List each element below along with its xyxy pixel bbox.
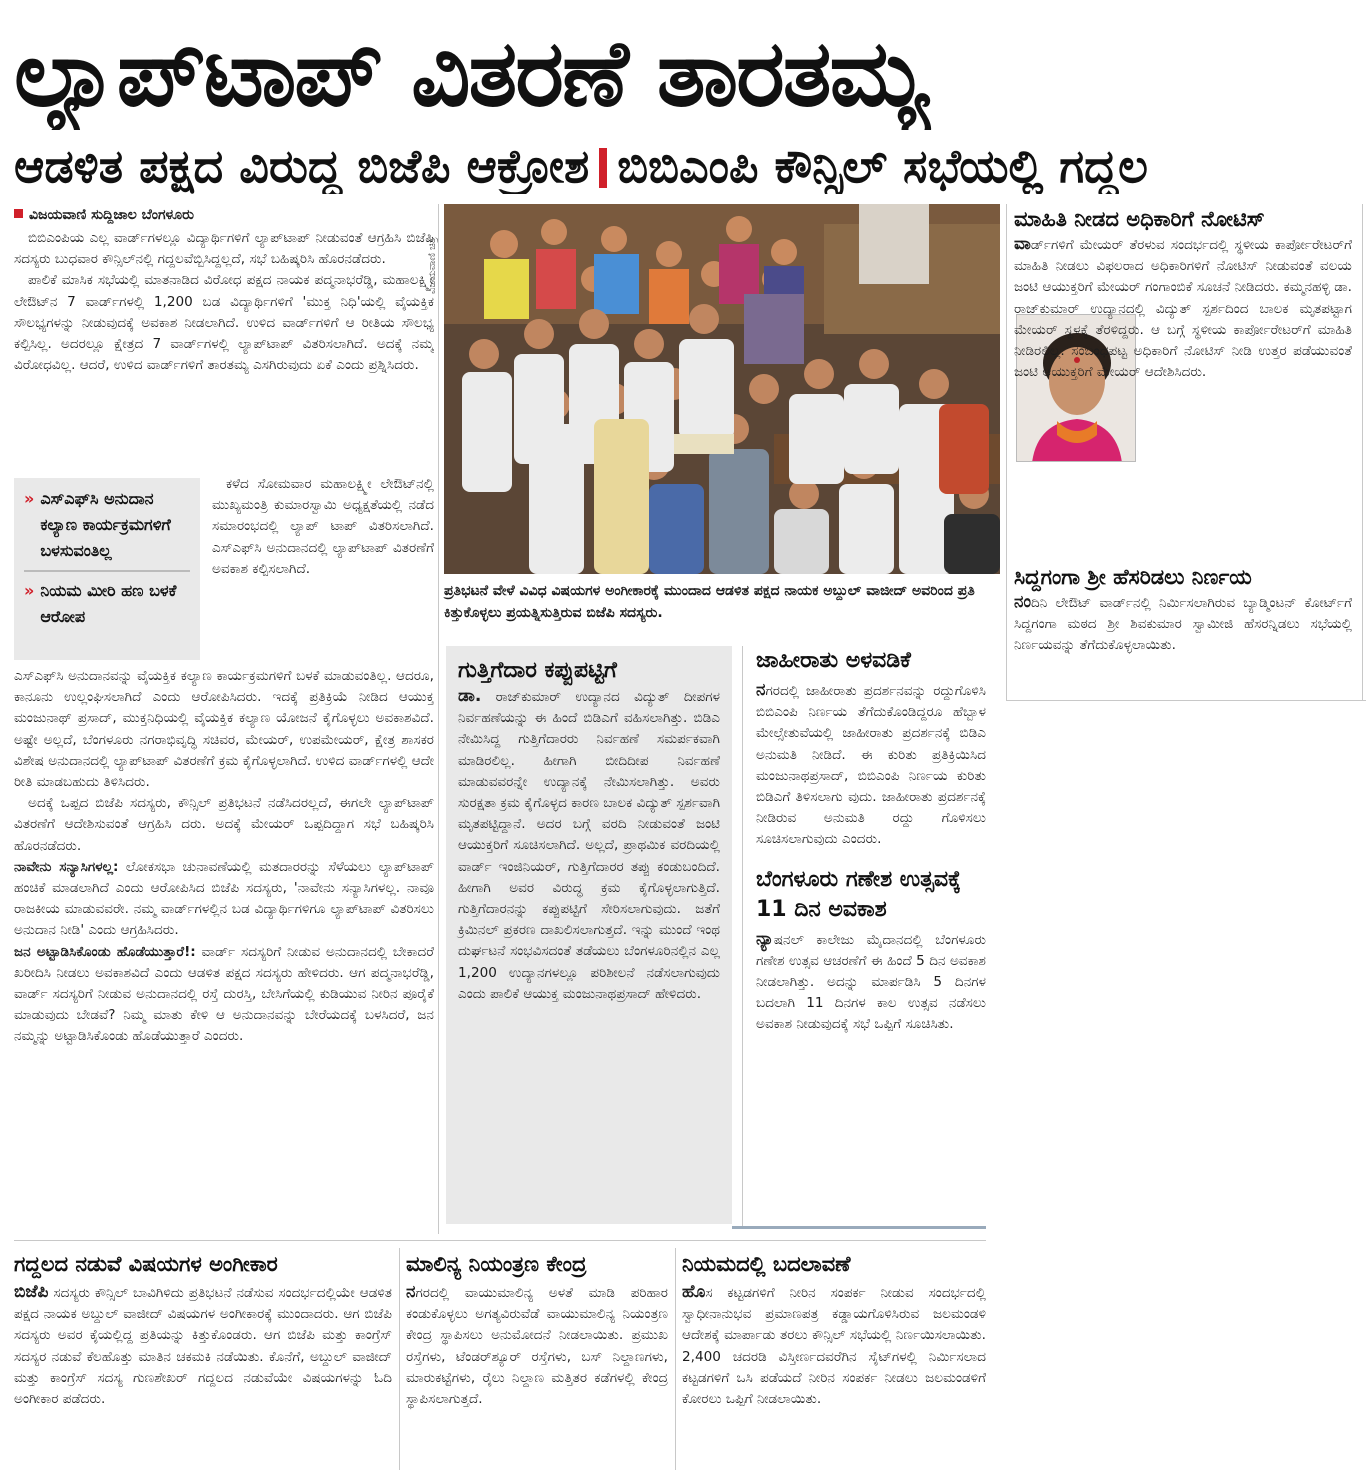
main-story-bottom: [14, 666, 434, 1234]
column-rule: [675, 1248, 676, 1470]
dropcap: ಡಾ.: [458, 686, 482, 706]
story-body: ಷನಲ್ ಕಾಲೇಜು ಮೈದಾನದಲ್ಲಿ ಬೆಂಗಳೂರು ಗಣೇಶ ಉತ್ಸವ ಆಚರಣೆಗೆ ಈ ಹಿಂದೆ 5 ದಿನ ಅವಕಾಶ ನೀಡಲಾಗಿತ್ತು. ಅದನ್ನು ಮಾರ್ಪಡಿಸಿ 5 ದಿನಗಳ ಬದಲಾಗಿ 11 ದಿನಗಳ ಕಾಲ ಉತ್ಸವ ನಡೆಸಲು ಅವಕಾಶ ನೀಡುವುದಕ್ಕೆ ಸಭೆ ಒಪ್ಪಿಗೆ ಸೂಚಿಸಿತು.: [756, 931, 986, 1033]
fact-text: ಎಸ್‌ಎಫ್‌ಸಿ ಅನುದಾನ ಕಲ್ಯಾಣ ಕಾರ್ಯಕ್ರಮಗಳಿಗೆ ಬಳಸುವಂತಿಲ್ಲ: [40, 489, 171, 560]
double-chevron-icon: »: [24, 489, 35, 508]
bottom-story-title: ಮಾಲಿನ್ಯ ನಿಯಂತ್ರಣ ಕೇಂದ್ರ: [406, 1252, 587, 1276]
paragraph-text: ಲೋಕಸಭಾ ಚುನಾವಣೆಯಲ್ಲಿ ಮತದಾರರನ್ನು ಸೆಳೆಯಲು ಲ್ಯಾಪ್‌ಟಾಪ್ ಹಂಚಿಕೆ ಮಾಡಲಾಗಿದೆ ಎಂದು ಆರೋಪಿಸಿದ ಬಿಜೆಪಿ ಸದಸ್ಯರು, 'ನಾವೇನು ಸನ್ಯಾಸಿಗಳಲ್ಲ. ನಾವೂ ರಾಜಕೀಯ ಮಾಡುವವರೇ. ನಮ್ಮ ವಾರ್ಡ್‌ಗಳಲ್ಲಿನ ಬಡ ವಿದ್ಯಾರ್ಥಿಗಳಿಗೂ ಲ್ಯಾಪ್‌ಟಾಪ್ ವಿತರಿಸಲು ಅನುದಾನ ನೀಡಿ' ಎಂದು ಆಗ್ರಹಿಸಿದರು.: [14, 858, 434, 939]
subhead-separator: [599, 148, 607, 188]
main-paragraph-2: ಪಾಲಿಕೆ ಮಾಸಿಕ ಸಭೆಯಲ್ಲಿ ಮಾತನಾಡಿದ ವಿರೋಧ ಪಕ್ಷದ ನಾಯಕ ಪದ್ಮನಾಭರೆಡ್ಡಿ, ಮಹಾಲಕ್ಷ್ಮೀ ಲೇಔಟ್‌ನ 7 ವಾರ್ಡ್‌ಗಳಲ್ಲಿ 1,200 ಬಡ ವಿದ್ಯಾರ್ಥಿಗಳಿಗೆ 'ಮುಕ್ತ ನಿಧಿ'ಯಲ್ಲಿ ವೈಯಕ್ತಿಕ ಸೌಲಭ್ಯಗಳನ್ನು ನೀಡುವುದಕ್ಕೆ ಅವಕಾಶ ನೀಡಲಾಗಿದೆ. ಉಳಿದ ವಾರ್ಡ್‌ಗಳಿಗೆ ಆ ರೀತಿಯ ಸೌಲಭ್ಯ ಕಲ್ಪಿಸಿಲ್ಲ. ಅದರಲ್ಲೂ ಕ್ಷೇತ್ರದ 7 ವಾರ್ಡ್‌ಗಳಲ್ಲಿ ಲ್ಯಾಪ್‌ಟಾಪ್ ವಿತರಿಸಲಾಗಿದೆ. ಅದಕ್ಕೆ ನಮ್ಮ ವಿರೋಧವಿಲ್ಲ. ಆದರೆ, ಉಳಿದ ವಾರ್ಡ್‌ಗಳಿಗೆ ತಾರತಮ್ಯ ಎಸಗಿರುವುದು ಏಕೆ ಎಂದು ಪ್ರಶ್ನಿಸಿದರು.: [14, 272, 434, 374]
main-paragraph-6: [14, 942, 434, 1048]
factbox: [14, 478, 200, 660]
dropcap: ಬಿಜೆಪಿ: [14, 1282, 49, 1302]
dropcap: ನ್ಯಾ: [756, 928, 774, 949]
ads-story-text: [756, 680, 986, 851]
photo-credit: ವಿಜಯವಾಣಿ ಚಿತ್ರ: [427, 237, 438, 294]
notice-story-text: [1014, 234, 1352, 383]
box-text: [458, 686, 720, 1005]
column-rule: [438, 204, 439, 1234]
siddaganga-story: [1014, 562, 1352, 696]
dropcap: ವಾ: [1014, 234, 1031, 254]
story-body: ರ್ಡ್‌ಗಳಿಗೆ ಮೇಯರ್ ತೆರಳುವ ಸಂದರ್ಭದಲ್ಲಿ ಸ್ಥಳೀಯ ಕಾರ್ಪೋರೇಟರ್‌ಗೆ ಮಾಹಿತಿ ನೀಡಲು ವಿಫಲರಾದ ಅಧಿಕಾರಿಗಳಿಗೆ ನೋಟಿಸ್ ನೀಡುವಂತೆ ವಲಯ ಜಂಟಿ ಆಯುಕ್ತರಿಗೆ ಮೇಯರ್ ಗಂಗಾಂಬಿಕೆ ಸೂಚನೆ ನೀಡಿದರು. ಕಮ್ಮನಹಳ್ಳಿ ಡಾ. ರಾಜ್‌ಕುಮಾರ್ ಉದ್ಯಾನದಲ್ಲಿ ವಿದ್ಯುತ್ ಸ್ಪರ್ಶದಿಂದ ಬಾಲಕ ಮೃತಪಟ್ಟಾಗ ಮೇಯರ್ ಸ್ಥಳಕ್ಕೆ ತೆರಳಿದ್ದರು. ಆ ಬಗ್ಗೆ ಸ್ಥಳೀಯ ಕಾರ್ಪೋರೇಟರ್‌ಗೆ ಮಾಹಿತಿ ನೀಡಿರಲಿಲ್ಲ. ಸಂಬಂಧಪಟ್ಟ ಅಧಿಕಾರಿಗೆ ನೋಟಿಸ್ ನೀಡಿ ಉತ್ತರ ಪಡೆಯುವಂತೆ ಜಂಟಿ ಆಯುಕ್ತರಿಗೆ ಮೇಯರ್ ಆದೇಶಿಸಿದರು.: [1014, 237, 1352, 381]
section-rule: [1006, 700, 1366, 701]
dropcap: ಹೊ: [682, 1282, 706, 1302]
council-protest-photo: [444, 204, 1000, 574]
byline: [14, 204, 434, 226]
headline: ಲ್ಯಾಪ್‌ಟಾಪ್ ವಿತರಣೆ ತಾರತಮ್ಯ: [14, 20, 928, 127]
subhead-inline: ಜನ ಅಟ್ಟಾಡಿಸಿಕೊಂಡು ಹೊಡೆಯುತ್ತಾರೆ!:: [14, 943, 196, 960]
story-body: ಗರದಲ್ಲಿ ಜಾಹೀರಾತು ಪ್ರದರ್ಶನವನ್ನು ರದ್ದುಗೊಳಿಸಿ ಬಿಬಿಎಂಪಿ ನಿರ್ಣಯ ತೆಗೆದುಕೊಂಡಿದ್ದರೂ ಹೆಬ್ಬಾಳ ಮೇಲ್ಸೇತುವೆಯಲ್ಲಿ ಜಾಹೀರಾತು ಪ್ರದರ್ಶನಕ್ಕೆ ಬಿಡಿಎ ಅನುಮತಿ ನೀಡಿದೆ. ಈ ಕುರಿತು ಪ್ರತಿಕ್ರಿಯಿಸಿದ ಮಂಜುನಾಥಪ್ರಸಾದ್, ಬಿಬಿಎಂಪಿ ನಿರ್ಣಯ ಕುರಿತು ಬಿಡಿಎಗೆ ತಿಳಿಸಲಾಗು ವುದು. ಜಾಹೀರಾತು ಪ್ರದರ್ಶನಕ್ಕೆ ನೀಡಿರುವ ಅನುಮತಿ ರದ್ದು ಗೊಳಿಸಲು ಸೂಚಿಸಲಾಗುವುದು ಎಂದರು.: [756, 683, 986, 848]
byline-square-icon: [14, 209, 23, 218]
story-body: ಸ ಕಟ್ಟಡಗಳಿಗೆ ನೀರಿನ ಸಂಪರ್ಕ ನೀಡುವ ಸಂದರ್ಭದಲ್ಲಿ ಸ್ವಾಧೀನಾನುಭವ ಪ್ರಮಾಣಪತ್ರ ಕಡ್ಡಾಯಗೊಳಿಸಿರುವ ಜಲಮಂಡಳಿ ಆದೇಶಕ್ಕೆ ಮಾರ್ಪಾಡು ತರಲು ಕೌನ್ಸಿಲ್ ಸಭೆಯಲ್ಲಿ ನಿರ್ಣಯಿಸಲಾಯಿತು. 2,400 ಚದರಡಿ ವಿಸ್ತೀರ್ಣದವರೆಗಿನ ಸೈಟ್‌ಗಳಲ್ಲಿ ನಿರ್ಮಿಸಲಾದ ಕಟ್ಟಡಗಳಿಗೆ ಒಸಿ ಪಡೆಯದೆ ನೀರಿನ ಸಂಪರ್ಕ ನೀಡಲು ಜಲಮಂಡಳಿಗೆ ಕೋರಲು ಒಪ್ಪಿಗೆ ನೀಡಲಾಯಿತು.: [682, 1285, 986, 1408]
fact-item: [24, 486, 190, 564]
dropcap: ನ: [406, 1282, 416, 1302]
subhead-inline: ನಾವೇನು ಸನ್ಯಾಸಿಗಳಲ್ಲ:: [14, 858, 119, 875]
main-story-top: [14, 228, 434, 474]
ganesha-story-text: [756, 929, 986, 1036]
subhead-left: ಆಡಳಿತ ಪಕ್ಷದ ವಿರುದ್ಧ ಬಿಜೆಪಿ ಆಕ್ರೋಶ: [14, 139, 590, 193]
column-rule: [399, 1248, 400, 1470]
byline-text: ವಿಜಯವಾಣಿ ಸುದ್ದಿಜಾಲ ಬೆಂಗಳೂರು: [29, 207, 194, 223]
fact-item: [24, 578, 190, 630]
double-chevron-icon: »: [24, 581, 35, 600]
ganesha-story-title: ಬೆಂಗಳೂರು ಗಣೇಶ ಉತ್ಸವಕ್ಕೆ 11 ದಿನ ಅವಕಾಶ: [756, 866, 961, 922]
right-middle-column: [756, 646, 986, 1224]
bottom-story-text: [14, 1282, 392, 1410]
paragraph-text: ವಾರ್ಡ್ ಸದಸ್ಯರಿಗೆ ನೀಡುವ ಅನುದಾನದಲ್ಲಿ ಬೇಕಾದರೆ ಖರೀದಿಸಿ ನೀಡಲು ಅವಕಾಶವಿದೆ ಎಂದು ಆಡಳಿತ ಪಕ್ಷದ ಸದಸ್ಯರು ಹೇಳಿದರು. ಆಗ ಪದ್ಮನಾಭರೆಡ್ಡಿ, ವಾರ್ಡ್ ಸದಸ್ಯರಿಗೆ ನೀಡುವ ಅನುದಾನದಲ್ಲಿ ರಸ್ತೆ ದುರಸ್ತಿ, ಬೇಸಿಗೆಯಲ್ಲಿ ಕುಡಿಯುವ ನೀರಿನ ಪೂರೈಕೆ ಮಾಡುವುದು ಬೇಡವೆ? ನಿಮ್ಮ ಮಾತು ಕೇಳಿ ಆ ಅನುದಾನವನ್ನು ಬೇರೆಯದಕ್ಕೆ ಬಳಸಿದರೆ, ಜನ ನಮ್ಮನ್ನು ಅಟ್ಟಾಡಿಸಿಕೊಂಡು ಹೊಡೆಯುತ್ತಾರೆ ಎಂದರು.: [14, 943, 434, 1045]
column-rule: [742, 646, 743, 1226]
notice-story-title: ಮಾಹಿತಿ ನೀಡದ ಅಧಿಕಾರಿಗೆ ನೋಟಿಸ್: [1014, 207, 1265, 231]
story-body: ಸದಸ್ಯರು ಕೌನ್ಸಿಲ್ ಬಾವಿಗಿಳಿದು ಪ್ರತಿಭಟನೆ ನಡೆಸುವ ಸಂದರ್ಭದಲ್ಲಿಯೇ ಆಡಳಿತ ಪಕ್ಷದ ನಾಯಕ ಅಬ್ದುಲ್ ವಾಜೀದ್ ವಿಷಯಗಳ ಅಂಗೀಕಾರಕ್ಕೆ ಮುಂದಾದರು. ಆಗ ಬಿಜೆಪಿ ಸದಸ್ಯರು ಅವರ ಕೈಯಲ್ಲಿದ್ದ ಪ್ರತಿಯನ್ನು ಕಿತ್ತುಕೊಂಡರು. ಆಗ ಬಿಜೆಪಿ ಮತ್ತು ಕಾಂಗ್ರೆಸ್ ಸದಸ್ಯರ ನಡುವೆ ಕೆಲಹೊತ್ತು ಮಾತಿನ ಚಕಮಕಿ ನಡೆಯಿತು. ಕೊನೆಗೆ, ಅಬ್ದುಲ್ ವಾಜೀದ್ ಮತ್ತು ಕಾಂಗ್ರೆಸ್ ಸದಸ್ಯ ಗುಣಶೇಖರ್ ಗದ್ದಲದ ನಡುವೆಯೇ ವಿಷಯಗಳನ್ನು ಓದಿ ಅಂಗೀಕಾರ ಪಡೆದರು.: [14, 1285, 392, 1408]
fact-text: ನಿಯಮ ಮೀರಿ ಹಣ ಬಳಕೆ ಆರೋಪ: [40, 581, 177, 626]
bottom-story-text: [682, 1282, 986, 1410]
box-body: ರಾಜ್‌ಕುಮಾರ್ ಉದ್ಯಾನದ ವಿದ್ಯುತ್ ದೀಪಗಳ ನಿರ್ವಹಣೆಯನ್ನು ಈ ಹಿಂದೆ ಬಿಡಿಎಗೆ ವಹಿಸಲಾಗಿತ್ತು. ಬಿಡಿಎ ನೇಮಿಸಿದ್ದ ಗುತ್ತಿಗೆದಾರರು ನಿರ್ವಹಣೆ ಸಮರ್ಪಕವಾಗಿ ಮಾಡಿರಲಿಲ್ಲ. ಹೀಗಾಗಿ ಬೀದಿದೀಪ ನಿರ್ವಹಣೆ ಮಾಡುವವರನ್ನೇ ಉದ್ಯಾನಕ್ಕೆ ನೇಮಿಸಲಾಗಿತ್ತು. ಅವರು ಸುರಕ್ಷತಾ ಕ್ರಮ ಕೈಗೊಳ್ಳದ ಕಾರಣ ಬಾಲಕ ವಿದ್ಯುತ್ ಸ್ಪರ್ಶವಾಗಿ ಮೃತಪಟ್ಟಿದ್ದಾನೆ. ಅದರ ಬಗ್ಗೆ ವರದಿ ನೀಡುವಂತೆ ಜಂಟಿ ಆಯುಕ್ತರಿಗೆ ಸೂಚಿಸಲಾಗಿದೆ. ಅಲ್ಲದೆ, ಪ್ರಾಥಮಿಕ ವರದಿಯಲ್ಲಿ ವಾರ್ಡ್ ಇಂಜಿನಿಯರ್, ಗುತ್ತಿಗೆದಾರರ ತಪ್ಪು ಕಂಡುಬಂದಿದೆ. ಹೀಗಾಗಿ ಅವರ ವಿರುದ್ಧ ಕ್ರಮ ಕೈಗೊಳ್ಳಲಾಗುತ್ತಿದೆ. ಗುತ್ತಿಗೆದಾರನನ್ನು ಕಪ್ಪುಪಟ್ಟಿಗೆ ಸೇರಿಸಲಾಗುವುದು. ಜತೆಗೆ ಕ್ರಿಮಿನಲ್ ಪ್ರಕರಣ ದಾಖಲಿಸಲಾಗುತ್ತದೆ. ಇನ್ನು ಮುಂದೆ ಇಂಥ ದುರ್ಘಟನೆ ಸಂಭವಿಸದಂತೆ ತಡೆಯಲು ಬೆಂಗಳೂರಿನಲ್ಲಿನ ಎಲ್ಲ 1,200 ಉದ್ಯಾನಗಳಲ್ಲೂ ಪರಿಶೀಲನೆ ನಡೆಸಲಾಗುವುದು ಎಂದು ಪಾಲಿಕೆ ಆಯುಕ್ತ ಮಂಜುನಾಥಪ್ರಸಾದ್ ಹೇಳಿದರು.: [458, 689, 721, 1002]
fact-divider: [24, 570, 190, 572]
ads-story-title: ಜಾಹೀರಾತು ಅಳವಡಿಕೆ: [756, 648, 911, 673]
main-paragraph-4: ಅದಕ್ಕೆ ಒಪ್ಪದ ಬಿಜೆಪಿ ಸದಸ್ಯರು, ಕೌನ್ಸಿಲ್ ಪ್ರತಿಭಟನೆ ನಡೆಸಿದರಲ್ಲದೆ, ಈಗಲೇ ಲ್ಯಾಪ್‌ಟಾಪ್ ವಿತರಣೆಗೆ ಆದೇಶಿಸುವಂತೆ ಆಗ್ರಹಿಸಿ ದರು. ಅದಕ್ಕೆ ಮೇಯರ್ ಒಪ್ಪದಿದ್ದಾಗ ಸಭೆ ಬಹಿಷ್ಕರಿಸಿ ಹೊರನಡೆದರು.: [14, 795, 434, 854]
main-paragraph-5: [14, 857, 434, 942]
photo-illustration: [444, 204, 1000, 574]
contractor-blacklist-box: [446, 646, 732, 1224]
section-rule: [732, 1226, 986, 1229]
main-story-beside-factbox: [212, 474, 434, 666]
siddaganga-story-title: ಸಿದ್ದಗಂಗಾ ಶ್ರೀ ಹೆಸರಿಡಲು ನಿರ್ಣಯ: [1014, 565, 1252, 589]
photo-caption: ಪ್ರತಿಭಟನೆ ವೇಳೆ ವಿವಿಧ ವಿಷಯಗಳ ಅಂಗೀಕಾರಕ್ಕೆ ಮುಂದಾದ ಆಡಳಿತ ಪಕ್ಷದ ನಾಯಕ ಅಬ್ದುಲ್ ವಾಜೀದ್ ಅವರಿಂದ ಪ್ರತಿ ಕಿತ್ತುಕೊಳ್ಳಲು ಪ್ರಯತ್ನಿಸುತ್ತಿರುವ ಬಿಜೆಪಿ ಸದಸ್ಯರು.: [444, 583, 975, 621]
story-body: ದಿನಿ ಲೇಔಟ್ ವಾರ್ಡ್‌ನಲ್ಲಿ ನಿರ್ಮಿಸಲಾಗಿರುವ ಬ್ಯಾಡ್ಮಿಂಟನ್ ಕೋರ್ಟ್‌ಗೆ ಸಿದ್ದಗಂಗಾ ಮಠದ ಶ್ರೀ ಶಿವಕುಮಾರ ಸ್ವಾಮೀಜಿ ಹೆಸರನ್ನಿಡಲು ಸಭೆಯಲ್ಲಿ ನಿರ್ಣಯವನ್ನು ತೆಗೆದುಕೊಳ್ಳಲಾಯಿತು.: [1014, 595, 1352, 654]
dropcap: ನ: [756, 680, 766, 700]
section-rule: [14, 1240, 986, 1241]
column-rule: [1006, 204, 1007, 700]
main-paragraph-1: ಬಿಬಿಎಂಪಿಯ ಎಲ್ಲ ವಾರ್ಡ್‌ಗಳಲ್ಲೂ ವಿದ್ಯಾರ್ಥಿಗಳಿಗೆ ಲ್ಯಾಪ್‌ಟಾಪ್ ನೀಡುವಂತೆ ಆಗ್ರಹಿಸಿ ಬಿಜೆಪಿ ಸದಸ್ಯರು ಬುಧವಾರ ಕೌನ್ಸಿಲ್‌ನಲ್ಲಿ ಗದ್ದಲವೆಬ್ಬಿಸಿದ್ದಲ್ಲದೆ, ಸಭೆ ಬಹಿಷ್ಕರಿಸಿ ಹೊರನಡೆದರು.: [14, 230, 434, 268]
subheadline: [14, 138, 1354, 194]
subhead-right: ಬಿಬಿಎಂಪಿ ಕೌನ್ಸಿಲ್ ಸಭೆಯಲ್ಲಿ ಗದ್ದಲ: [617, 139, 1148, 193]
bottom-story-3: [682, 1248, 986, 1470]
box-title: ಗುತ್ತಿಗೆದಾರ ಕಪ್ಪುಪಟ್ಟಿಗೆ: [458, 658, 617, 683]
main-paragraph-3b: ಎಸ್‌ಎಫ್‌ಸಿ ಅನುದಾನವನ್ನು ವೈಯಕ್ತಿಕ ಕಲ್ಯಾಣ ಕಾರ್ಯಕ್ರಮಗಳಿಗೆ ಬಳಕೆ ಮಾಡುವಂತಿಲ್ಲ. ಆದರೂ, ಕಾನೂನು ಉಲ್ಲಂಘಿಸಲಾಗಿದೆ ಎಂದು ಆರೋಪಿಸಿದರು. ಇದಕ್ಕೆ ಪ್ರತಿಕ್ರಿಯೆ ನೀಡಿದ ಆಯುಕ್ತ ಮಂಜುನಾಥ್ ಪ್ರಸಾದ್, ಮುಕ್ತನಿಧಿಯಲ್ಲಿ ವೈಯಕ್ತಿಕ ಕಲ್ಯಾಣ ಯೋಜನೆ ಕೈಗೊಳ್ಳಲು ಅವಕಾಶವಿದೆ. ಅಷ್ಟೇ ಅಲ್ಲದೆ, ಬೆಂಗಳೂರು ನಗರಾಭಿವೃದ್ಧಿ ಸಚಿವರ, ಮೇಯರ್, ಉಪಮೇಯರ್, ಕ್ಷೇತ್ರ ಶಾಸಕರ ವಿಶೇಷ ಅನುದಾನದಲ್ಲಿ ಲ್ಯಾಪ್‌ಟಾಪ್ ವಿತರಣೆಗೆ ಕ್ರಮ ಕೈಗೊಳ್ಳಲಾಗಿದೆ. ಉಳಿದ ವಾರ್ಡ್‌ಗಳಲ್ಲಿ ಆದೇ ರೀತಿ ಮಾಡಬಹುದು ತಿಳಿಸಿದರು.: [14, 668, 434, 791]
story-body: ಗರದಲ್ಲಿ ವಾಯುಮಾಲಿನ್ಯ ಅಳತೆ ಮಾಡಿ ಪರಿಹಾರ ಕಂಡುಕೊಳ್ಳಲು ಅಗತ್ಯವಿರುವೆಡೆ ವಾಯುಮಾಲಿನ್ಯ ನಿಯಂತ್ರಣ ಕೇಂದ್ರ ಸ್ಥಾಪಿಸಲು ಅನುಮೋದನೆ ನೀಡಲಾಯಿತು. ಪ್ರಮುಖ ರಸ್ತೆಗಳು, ಟೆಂಡರ್‌ಶ್ಯೂರ್ ರಸ್ತೆಗಳು, ಬಸ್ ನಿಲ್ದಾಣಗಳು, ಮಾರುಕಟ್ಟೆಗಳು, ರೈಲು ನಿಲ್ದಾಣ ಮತ್ತಿತರ ಕಡೆಗಳಲ್ಲಿ ಕೇಂದ್ರ ಸ್ಥಾಪಿಸಲಾಗುತ್ತದೆ.: [406, 1285, 668, 1408]
column-rule: [1362, 204, 1363, 700]
siddaganga-story-text: [1014, 592, 1352, 657]
dropcap: ನಂ: [1014, 592, 1031, 612]
bottom-story-title: ನಿಯಮದಲ್ಲಿ ಬದಲಾವಣೆ: [682, 1252, 851, 1276]
bottom-story-1: [14, 1248, 392, 1470]
main-paragraph-3: ಕಳೆದ ಸೋಮವಾರ ಮಹಾಲಕ್ಷ್ಮೀ ಲೇಔಟ್‌ನಲ್ಲಿ ಮುಖ್ಯಮಂತ್ರಿ ಕುಮಾರಸ್ವಾಮಿ ಅಧ್ಯಕ್ಷತೆಯಲ್ಲಿ ನಡೆದ ಸಮಾರಂಭದಲ್ಲಿ ಲ್ಯಾಪ್ ಟಾಪ್ ವಿತರಿಸಲಾಗಿದೆ. ಎಸ್‌ಎಫ್‌ಸಿ ಅನುದಾನದಲ್ಲಿ ಲ್ಯಾಪ್‌ಟಾಪ್ ವಿತರಣೆಗೆ ಅವಕಾಶ ಕಲ್ಪಿಸಲಾಗಿದೆ.: [212, 476, 434, 577]
bottom-story-text: [406, 1282, 668, 1410]
bottom-story-2: [406, 1248, 668, 1470]
bottom-story-title: ಗದ್ದಲದ ನಡುವೆ ವಿಷಯಗಳ ಅಂಗೀಕಾರ: [14, 1252, 278, 1276]
